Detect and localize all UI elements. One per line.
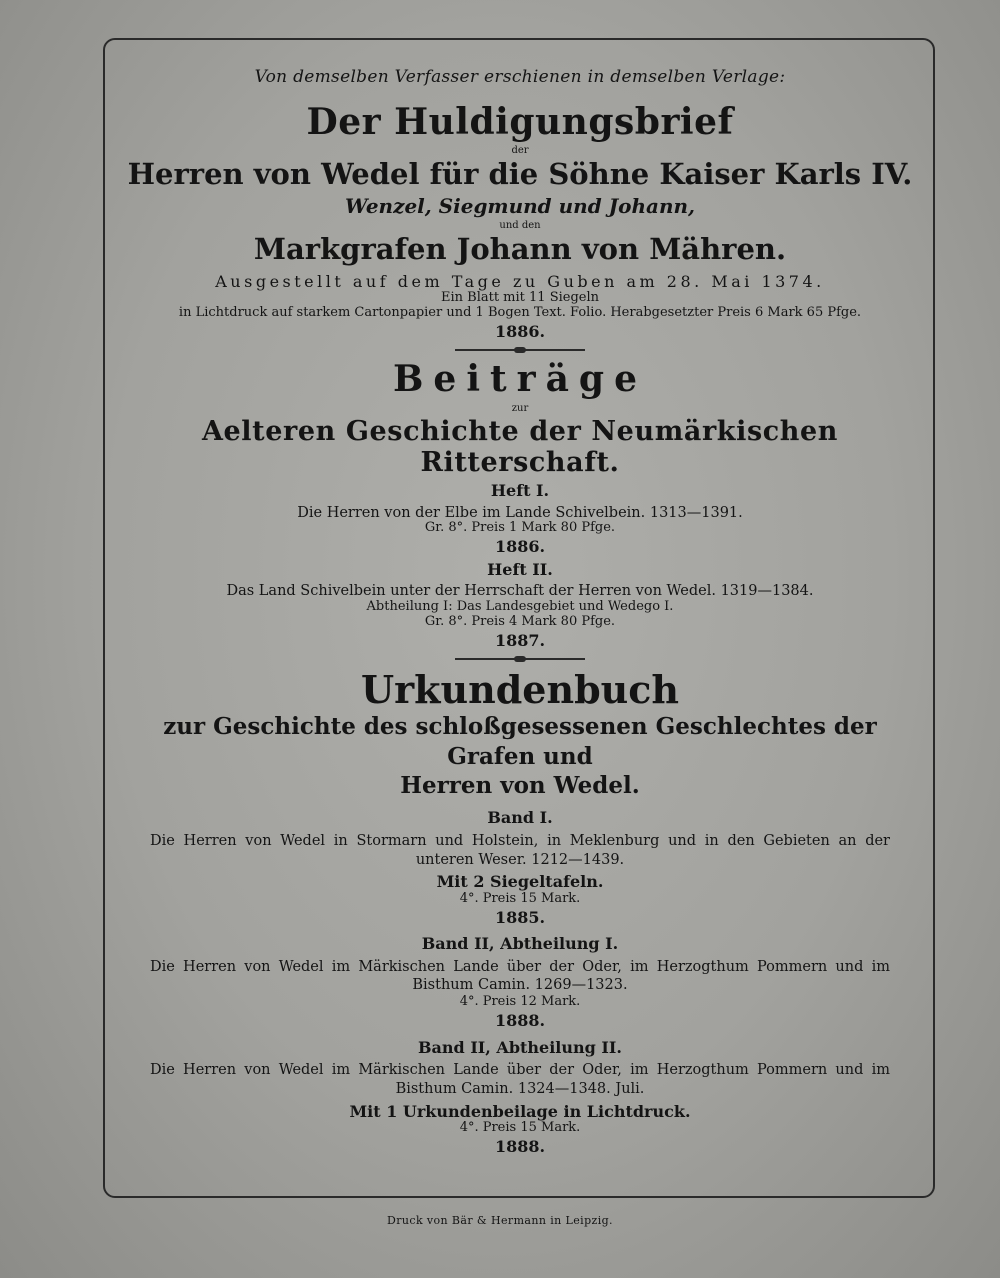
heft2-label: Heft II. (487, 559, 553, 579)
book3-subtitle2: Herren von Wedel. (400, 772, 640, 800)
band2a-label: Band II, Abtheilung I. (421, 934, 619, 954)
heft1-label: Heft I. (490, 481, 550, 501)
band1-extra: Mit 2 Siegeltafeln. (436, 872, 604, 892)
band2a-price: 4°. Preis 12 Mark. (459, 994, 581, 1010)
intro-line: Von demselben Verfasser erschienen in demselben Verlage: (254, 67, 786, 87)
book1-issued: Ausgestellt auf dem Tage zu Guben am 28. Mai 1374. (215, 271, 825, 291)
book1-line3: Wenzel, Siegmund und Johann, (344, 193, 696, 218)
band2a-year: 1888. (494, 1011, 546, 1031)
book1-print: in Lichtdruck auf starkem Cartonpapier und 1 Bogen Text. Folio. Herabgesetzter Preis 6 Mark 65 Pfge. (178, 304, 862, 320)
band1-label: Band I. (487, 808, 553, 828)
book-urkundenbuch (120, 668, 920, 1156)
book1-line2: Herren von Wedel für die Söhne Kaiser Karls IV. (127, 157, 913, 192)
band2b-desc: Die Herren von Wedel im Märkischen Lande über der Oder, im Herzogthum Pommern und im Bisthum Camin. 1324—1348. Juli. (150, 1061, 890, 1097)
band2b-label: Band II, Abtheilung II. (418, 1037, 622, 1057)
book1-sheet: Ein Blatt mit 11 Siegeln (440, 290, 599, 306)
book2-title: Beiträge (392, 358, 647, 401)
book3-title: Urkundenbuch (360, 666, 680, 712)
heft2-abth: Abtheilung I: Das Landesgebiet und Wedego I. (366, 598, 674, 614)
band1-year: 1885. (494, 907, 546, 927)
heft2-year: 1887. (494, 630, 546, 650)
section-divider (455, 658, 585, 660)
heft1-price: Gr. 8°. Preis 1 Mark 80 Pfge. (424, 520, 616, 536)
section-divider (455, 349, 585, 351)
heft2-desc: Das Land Schivelbein unter der Herrschaft der Herren von Wedel. 1319—1384. (226, 583, 814, 600)
heft1-desc: Die Herren von der Elbe im Lande Schivelbein. 1313—1391. (297, 504, 743, 521)
advertisement-content (120, 68, 920, 1156)
book-huldigungsbrief (120, 102, 920, 342)
book2-zur: zur (511, 402, 529, 414)
book1-line4: Markgrafen Johann von Mähren. (253, 232, 787, 267)
band1-desc: Die Herren von Wedel in Stormarn und Holstein, in Meklenburg und in den Gebieten an der unteren Weser. 1212—1439. (150, 832, 890, 868)
band2b-price: 4°. Preis 15 Mark. (459, 1120, 581, 1136)
book1-und-den: und den (499, 219, 541, 231)
book1-year: 1886. (494, 321, 546, 341)
printer-imprint: Druck von Bär & Hermann in Leipzig. (387, 1214, 613, 1227)
band2a-desc: Die Herren von Wedel im Märkischen Lande über der Oder, im Herzogthum Pommern und im Bisthum Camin. 1269—1323. (150, 958, 890, 994)
heft2-price: Gr. 8°. Preis 4 Mark 80 Pfge. (424, 613, 616, 629)
book3-subtitle1: zur Geschichte des schloßgesessenen Geschlechtes der Grafen und (163, 712, 877, 770)
heft1-year: 1886. (494, 537, 546, 557)
book-beitraege (120, 359, 920, 650)
band2b-year: 1888. (494, 1136, 546, 1156)
band1-price: 4°. Preis 15 Mark. (459, 890, 581, 906)
band2b-extra: Mit 1 Urkundenbeilage in Lichtdruck. (349, 1101, 691, 1121)
book2-subtitle: Aelteren Geschichte der Neumärkischen Ritterschaft. (201, 416, 839, 479)
book1-der: der (511, 144, 529, 156)
book1-title: Der Huldigungsbrief (306, 100, 734, 143)
